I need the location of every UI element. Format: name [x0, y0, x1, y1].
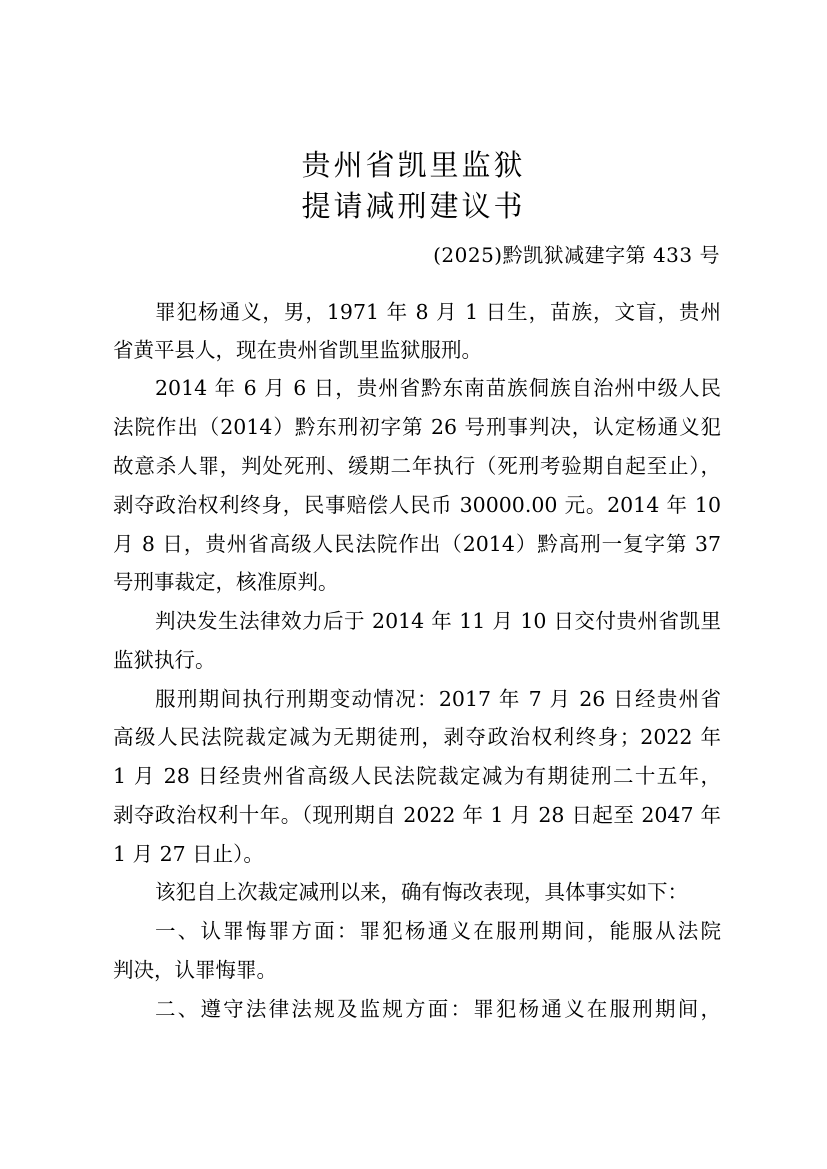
body-line: 服刑期间执行刑期变动情况：2017 年 7 月 26 日经贵州省 [155, 687, 721, 711]
body-line: 高级人民法院裁定减为无期徒刑，剥夺政治权利终身；2022 年 [113, 725, 721, 749]
body-line: 二、遵守法律法规及监规方面：罪犯杨通义在服刑期间， [155, 997, 721, 1021]
body-line: 该犯自上次裁定减刑以来，确有悔改表现，具体事实如下： [155, 880, 688, 904]
body-line: 月 8 日，贵州省高级人民法院作出（2014）黔高刑一复字第 37 [113, 532, 721, 556]
body-line: 剥夺政治权利终身，民事赔偿人民币 30000.00 元。2014 年 10 [113, 493, 721, 517]
body-line: 省黄平县人，现在贵州省凯里监狱服刑。 [113, 338, 482, 362]
body-line: 判决，认罪悔罪。 [113, 958, 277, 982]
body-line: 一、认罪悔罪方面：罪犯杨通义在服刑期间，能服从法院 [155, 919, 721, 943]
body-line: 号刑事裁定，核准原判。 [113, 570, 339, 594]
body-line: 1 月 27 日止）。 [113, 842, 264, 866]
body-line: 罪犯杨通义，男，1971 年 8 月 1 日生，苗族，文盲，贵州 [155, 300, 721, 324]
document-number: (2025)黔凯狱减建字第 433 号 [433, 243, 720, 267]
body-line: 监狱执行。 [113, 648, 216, 672]
body-line: 判决发生法律效力后于 2014 年 11 月 10 日交付贵州省凯里 [155, 609, 721, 633]
document-title-line1: 贵州省凯里监狱 [301, 148, 526, 182]
body-line: 1 月 28 日经贵州省高级人民法院裁定减为有期徒刑二十五年， [113, 764, 721, 788]
body-line: 剥夺政治权利十年。（现刑期自 2022 年 1 月 28 日起至 2047 年 [113, 803, 721, 827]
body-line: 法院作出（2014）黔东刑初字第 26 号刑事判决，认定杨通义犯 [113, 415, 721, 439]
body-line: 2014 年 6 月 6 日，贵州省黔东南苗族侗族自治州中级人民 [155, 376, 721, 400]
document-title-line2: 提请减刑建议书 [301, 189, 526, 223]
body-line: 故意杀人罪，判处死刑、缓期二年执行（死刑考验期自起至止）， [113, 454, 721, 478]
